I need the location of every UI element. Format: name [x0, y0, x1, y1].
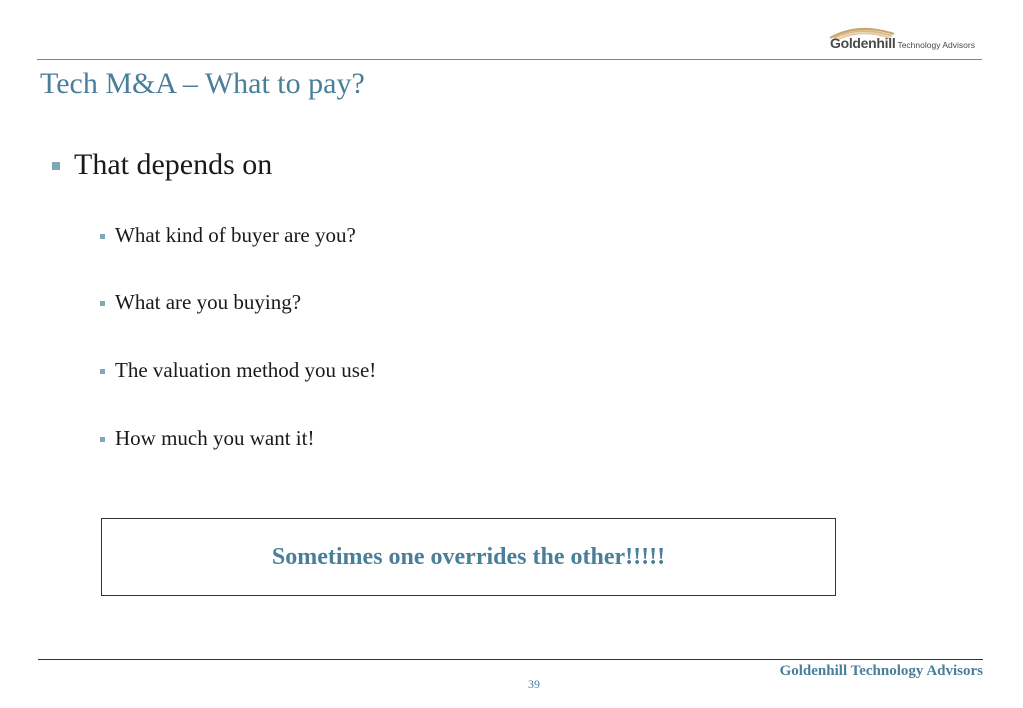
callout-box [101, 518, 836, 596]
main-bullet-text: That depends on [74, 148, 273, 181]
logo-name: Goldenhill [830, 35, 896, 51]
sub-bullet [100, 358, 376, 383]
logo-subtitle: Technology Advisors [897, 40, 975, 50]
bullet-square-icon [100, 369, 105, 374]
company-logo [828, 24, 983, 54]
footer-divider [38, 659, 983, 660]
sub-bullet-text: What are you buying? [115, 290, 302, 314]
bullet-square-icon [100, 437, 105, 442]
bullet-square-icon [100, 301, 105, 306]
sub-bullet [100, 290, 301, 315]
page-number: 39 [528, 677, 540, 691]
header-divider [37, 59, 982, 60]
sub-bullet [100, 426, 314, 451]
slide-title: Tech M&A – What to pay? [40, 67, 365, 100]
sub-bullet [100, 223, 356, 248]
bullet-square-icon [52, 162, 60, 170]
callout-text: Sometimes one overrides the other!!!!! [271, 544, 666, 570]
sub-bullet-text: The valuation method you use! [115, 358, 377, 382]
sub-bullet-text: How much you want it! [115, 426, 315, 450]
sub-bullet-text: What kind of buyer are you? [115, 223, 356, 247]
footer-brand: Goldenhill Technology Advisors [779, 663, 983, 679]
main-bullet [52, 148, 272, 182]
bullet-square-icon [100, 234, 105, 239]
